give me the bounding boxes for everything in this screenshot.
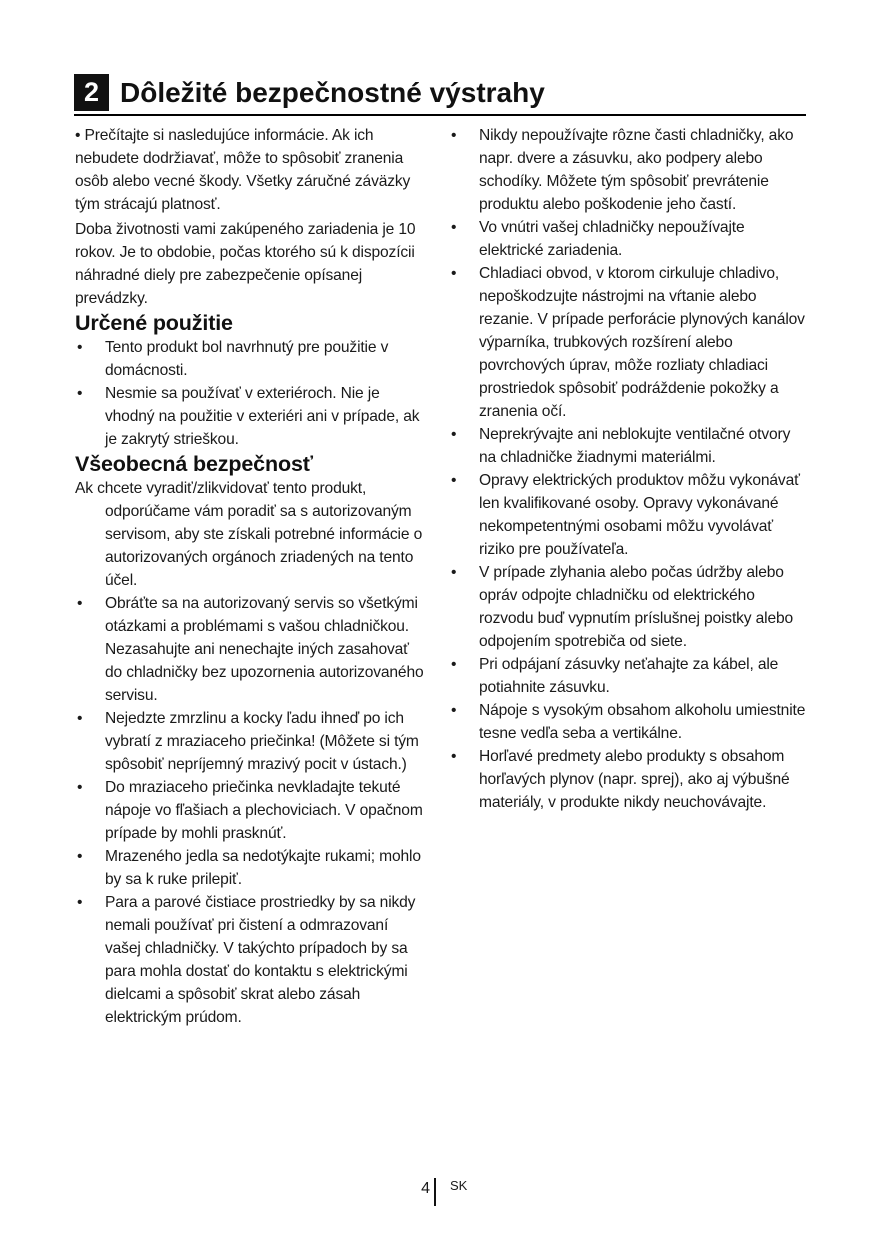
- bullet-icon: •: [451, 265, 457, 282]
- disposal-paragraph: Ak chcete vyradiť/zlikvidovať tento produkt, odporúčame vám poradiť sa s autorizovaným servisom, aby ste získali potrebné informácie o autorizovaných orgánoch zriadených na tento účel.: [75, 480, 423, 589]
- chapter-title: Dôležité bezpečnostné výstrahy: [120, 77, 545, 108]
- list-item: • Nejedzte zmrzlinu a kocky ľadu ihneď po ich vybratí z mraziaceho priečinka! (Môžete si tým spôsobiť nepríjemný mrazivý pocit v ústach.): [75, 707, 427, 776]
- bullet-icon: •: [451, 127, 457, 144]
- right-column: [449, 124, 807, 814]
- intro-paragraph: [75, 124, 427, 216]
- list-item: • Obráťte sa na autorizovaný servis so všetkými otázkami a problémami s vašou chladničkou. Nezasahujte ani nenechajte iných zasahovať do chladničky bez upozornenia autorizovaného servisu.: [75, 592, 427, 707]
- list-item: • Nápoje s vysokým obsahom alkoholu umiestnite tesne vedľa seba a vertikálne.: [449, 699, 807, 745]
- bullet-icon: •: [77, 779, 83, 796]
- bullet-icon: •: [451, 702, 457, 719]
- intro-text: Prečítajte si nasledujúce informácie. Ak ich nebudete dodržiavať, môže to spôsobiť zranenia osôb alebo vecné škody. Všetky záručné záväzky tým strácajú platnosť.: [75, 127, 411, 213]
- bullet-icon: •: [451, 219, 457, 236]
- bullet-icon: •: [77, 339, 83, 356]
- general-safety-list: [75, 592, 427, 1029]
- list-item: • V prípade zlyhania alebo počas údržby alebo opráv odpojte chladničku od elektrického rozvodu buď vypnutím príslušnej poistky alebo odpojením spotrebiča od siete.: [449, 561, 807, 653]
- list-item: • Nikdy nepoužívajte rôzne časti chladničky, ako napr. dvere a zásuvku, ako podpery alebo schodíky. Môžete tým spôsobiť prevrátenie produktu alebo poškodenie jeho častí.: [449, 124, 807, 216]
- list-item: • Do mraziaceho priečinka nevkladajte tekuté nápoje vo fľašiach a plechoviciach. V opačnom prípade by mohli prasknúť.: [75, 776, 427, 845]
- bullet-icon: •: [77, 385, 83, 402]
- lifetime-paragraph: Doba životnosti vami zakúpeného zariadenia je 10 rokov. Je to obdobie, počas ktorého sú k dispozícii náhradné diely pre zabezpečenie opísanej prevádzky.: [75, 221, 416, 307]
- list-item: • Mrazeného jedla sa nedotýkajte rukami; mohlo by sa k ruke prilepiť.: [75, 845, 427, 891]
- list-item: • Tento produkt bol navrhnutý pre použitie v domácnosti.: [75, 336, 427, 382]
- safety-warnings-list: [449, 124, 807, 814]
- list-item: • Chladiaci obvod, v ktorom cirkuluje chladivo, nepoškodzujte nástrojmi na vŕtanie alebo rezanie. V prípade perforácie plynových kanálov výparníka, trubkových rozšírení alebo povrchových úprav, môže rozliaty chladiaci prostriedok spôsobiť podráždenie pokožky a zranenia očí.: [449, 262, 807, 423]
- bullet-icon: •: [451, 748, 457, 765]
- bullet-icon: •: [451, 656, 457, 673]
- bullet-icon: •: [77, 710, 83, 727]
- footer-divider: [434, 1178, 436, 1206]
- page-number: 4: [421, 1180, 430, 1197]
- intended-use-list: [75, 336, 427, 451]
- language-code: SK: [450, 1178, 468, 1193]
- left-column: [75, 124, 427, 1029]
- list-item: • Vo vnútri vašej chladničky nepoužívajte elektrické zariadenia.: [449, 216, 807, 262]
- chapter-header: [74, 74, 806, 116]
- bullet-icon: •: [77, 894, 83, 911]
- page-footer: [0, 1176, 874, 1208]
- bullet-icon: •: [451, 564, 457, 581]
- section-heading-general-safety: Všeobecná bezpečnosť: [75, 452, 313, 476]
- list-item: • Para a parové čistiace prostriedky by sa nikdy nemali používať pri čistení a odmrazovaní vašej chladničky. V takýchto prípadoch by sa para mohla dostať do kontaktu s elektrickými dielcami a spôsobiť skrat alebo zásah elektrickým prúdom.: [75, 891, 427, 1029]
- list-item: • Nesmie sa používať v exteriéroch. Nie je vhodný na použitie v exteriéri ani v prípade, ak je zakrytý strieškou.: [75, 382, 427, 451]
- list-item: • Horľavé predmety alebo produkty s obsahom horľavých plynov (napr. sprej), ako aj výbušné materiály, v produkte nikdy neuchovávajte.: [449, 745, 807, 814]
- bullet-icon: •: [451, 426, 457, 443]
- intro-bullet: •: [75, 127, 81, 144]
- list-item: • Neprekrývajte ani neblokujte ventilačné otvory na chladničke žiadnymi materiálmi.: [449, 423, 807, 469]
- list-item: • Pri odpájaní zásuvky neťahajte za kábel, ale potiahnite zásuvku.: [449, 653, 807, 699]
- bullet-icon: •: [77, 595, 83, 612]
- chapter-number: 2: [74, 74, 109, 111]
- bullet-icon: •: [77, 848, 83, 865]
- bullet-icon: •: [451, 472, 457, 489]
- section-heading-intended-use: Určené použitie: [75, 311, 233, 335]
- list-item: • Opravy elektrických produktov môžu vykonávať len kvalifikované osoby. Opravy vykonávané nekompetentnými osobami môžu vyvolávať riziko pre používateľa.: [449, 469, 807, 561]
